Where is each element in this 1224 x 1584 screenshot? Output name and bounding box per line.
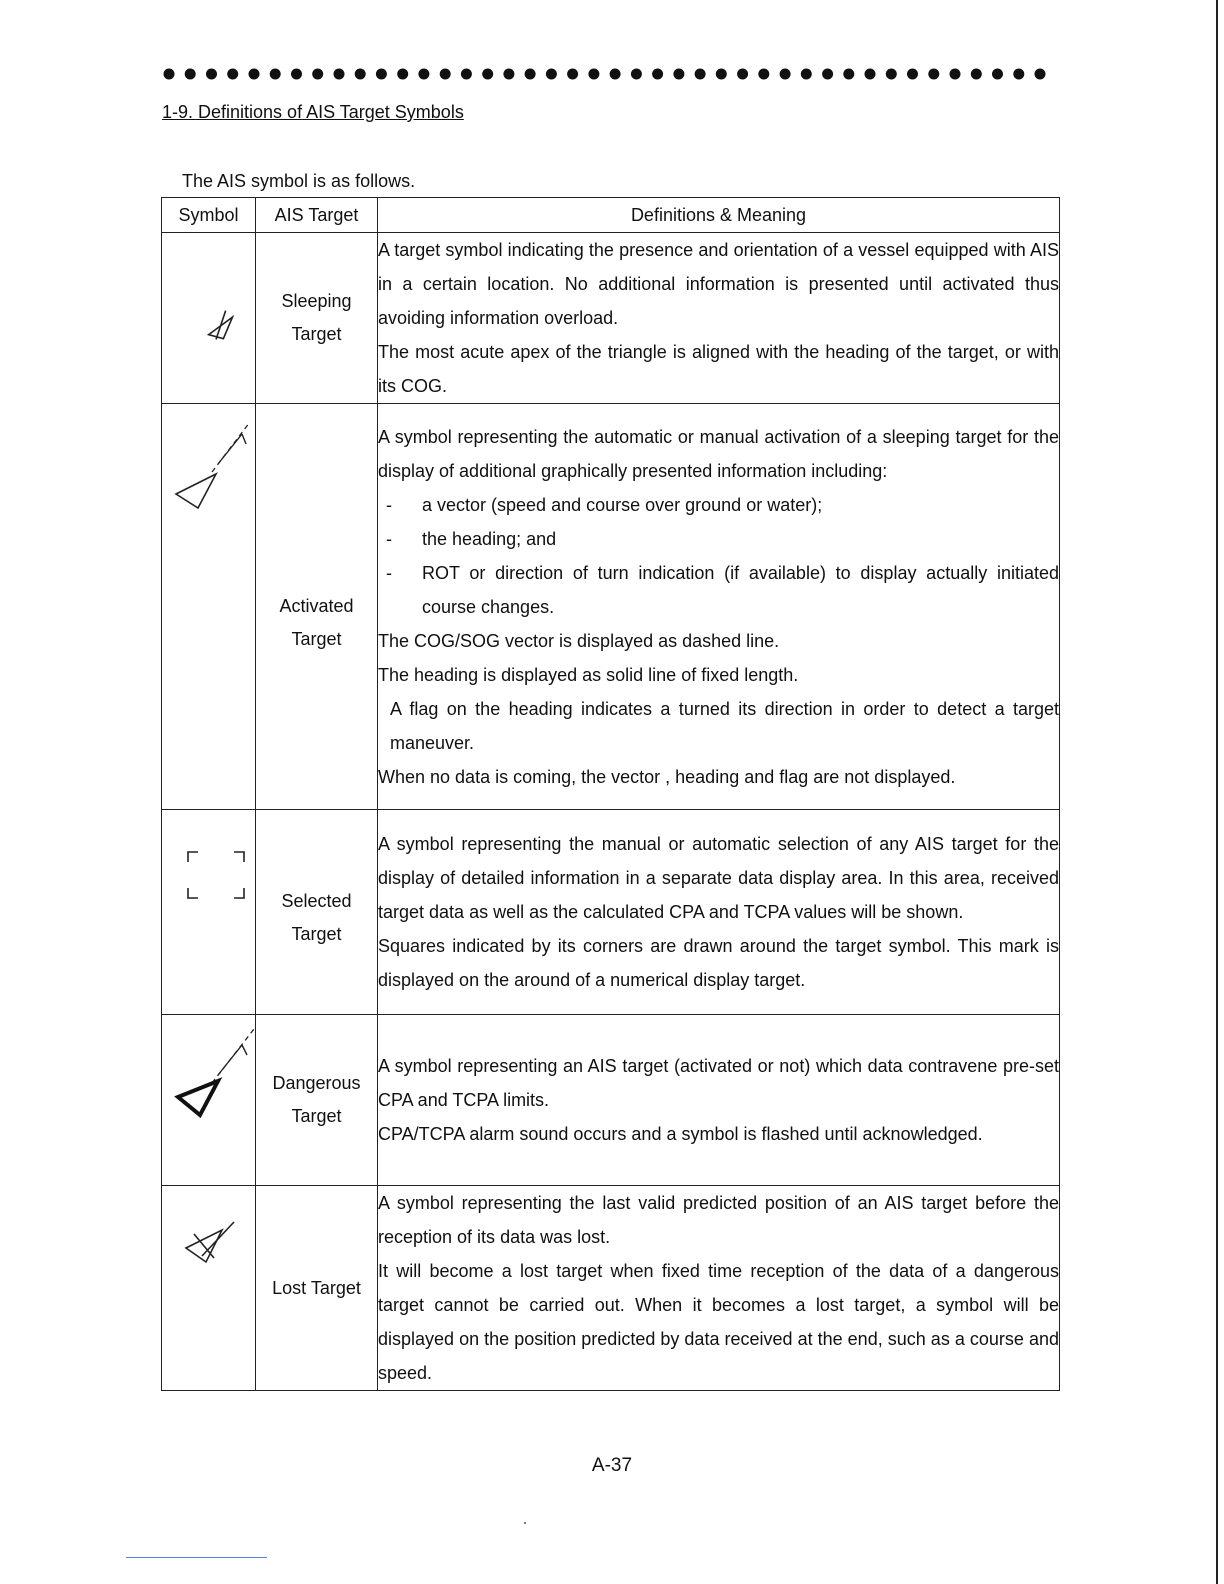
- decorative-dot: [822, 69, 833, 80]
- decorative-dot: [312, 69, 323, 80]
- decorative-dot: [652, 69, 663, 80]
- table-row-lost-target: [162, 1186, 1060, 1391]
- decorative-dot: [227, 69, 238, 80]
- decorative-dot: [334, 69, 345, 80]
- bullet-item: [378, 488, 1059, 522]
- column-header-symbol: Symbol: [162, 198, 256, 233]
- footer-rule: [126, 1557, 267, 1558]
- target-name-line: Lost Target: [272, 1277, 361, 1298]
- bullet-dash: -: [386, 562, 392, 583]
- page-edge: [1216, 0, 1218, 1584]
- definition-paragraph: A symbol representing an AIS target (activated or not) which data contravene pre-set CPA and TCPA limits.: [378, 1056, 1059, 1110]
- target-name-line: Activated: [279, 595, 354, 616]
- table-row-selected-target: [162, 810, 1060, 1015]
- decorative-dot: [950, 69, 961, 80]
- symbol-cell: [162, 404, 256, 810]
- decorative-dot: [355, 69, 366, 80]
- decorative-dot: [418, 69, 429, 80]
- decorative-dot: [482, 69, 493, 80]
- decorative-dot: [610, 69, 621, 80]
- bullet-text: ROT or direction of turn indication (if available) to display actually initiated course changes.: [422, 562, 1059, 617]
- dangerous-target-bold-triangle-icon: [162, 1015, 256, 1125]
- target-name-line: Selected: [281, 891, 352, 911]
- decorative-dot: [843, 69, 854, 80]
- decorative-dot: [865, 69, 876, 80]
- target-name-line: Target: [291, 924, 342, 944]
- decorative-dot: [801, 69, 812, 80]
- ais-target-name: [256, 404, 378, 810]
- decorative-dot: [1035, 69, 1046, 80]
- target-name-line: Target: [291, 324, 342, 344]
- sleeping-target-triangle-icon: [162, 233, 256, 403]
- definition-paragraph: A symbol representing the manual or automatic selection of any AIS target for the display of detailed information in a separate data display area. In this area, received target data as well as the calculated CPA and TCPA values will be shown.: [378, 834, 1059, 922]
- ais-target-name: [256, 1186, 378, 1391]
- target-name-line: Target: [291, 628, 342, 649]
- lost-target-crossed-triangle-icon: [162, 1186, 256, 1286]
- decorative-dot: [971, 69, 982, 80]
- definition-paragraph: A symbol representing the automatic or manual activation of a sleeping target for the display of additional graphically presented information including:: [378, 426, 1059, 481]
- bullet-dash: -: [386, 494, 392, 515]
- decorative-dot: [695, 69, 706, 80]
- definition-paragraph: A flag on the heading indicates a turned its direction in order to detect a target maneuver.: [390, 698, 1059, 753]
- ais-target-name: [256, 1015, 378, 1186]
- decorative-dot: [249, 69, 260, 80]
- decorative-dot: [440, 69, 451, 80]
- decorative-dot: [631, 69, 642, 80]
- definition-cell: [378, 233, 1060, 404]
- ais-target-name: [256, 233, 378, 404]
- definition-paragraph: The COG/SOG vector is displayed as dashed line.: [378, 630, 780, 651]
- definition-cell: [378, 1186, 1060, 1391]
- decorative-dot: [737, 69, 748, 80]
- decorative-dot: [992, 69, 1003, 80]
- bullet-text: a vector (speed and course over ground or water);: [422, 494, 823, 515]
- decorative-dot: [907, 69, 918, 80]
- column-header-definitions: Definitions & Meaning: [378, 198, 1060, 233]
- decorative-dot: [376, 69, 387, 80]
- definition-paragraph: A symbol representing the last valid predicted position of an AIS target before the reception of its data was lost.: [378, 1193, 1059, 1247]
- definition-paragraph: The most acute apex of the triangle is aligned with the heading of the target, or with its COG.: [378, 342, 1059, 396]
- decorative-dot: [461, 69, 472, 80]
- column-header-ais-target: AIS Target: [256, 198, 378, 233]
- definition-cell: [378, 810, 1060, 1015]
- decorative-dot: [185, 69, 196, 80]
- page-number: A-37: [591, 1455, 633, 1476]
- ais-target-name: [256, 810, 378, 1015]
- definition-paragraph: Squares indicated by its corners are drawn around the target symbol. This mark is displayed on the around of a numerical display target.: [378, 936, 1059, 990]
- decorative-dot: [164, 69, 175, 80]
- bullet-item: [378, 556, 1059, 624]
- symbol-cell: [162, 1186, 256, 1391]
- decorative-dot: [525, 69, 536, 80]
- target-name-line: Dangerous: [272, 1073, 361, 1093]
- symbol-cell: [162, 1015, 256, 1186]
- intro-text: The AIS symbol is as follows.: [182, 171, 416, 191]
- table-row-dangerous-target: [162, 1015, 1060, 1186]
- definition-paragraph: A target symbol indicating the presence and orientation of a vessel equipped with AIS in a certain location. No additional information is presented until activated thus avoiding information overload.: [378, 240, 1059, 328]
- selected-target-corners-icon: [162, 810, 256, 900]
- decorative-dot: [588, 69, 599, 80]
- symbol-cell: [162, 233, 256, 404]
- decorative-dot: [270, 69, 281, 80]
- decorative-dot: [291, 69, 302, 80]
- definition-cell: [378, 404, 1060, 810]
- decorative-dot: [206, 69, 217, 80]
- definition-paragraph: It will become a lost target when fixed time reception of the data of a dangerous target cannot be carried out. When it becomes a lost target, a symbol will be displayed on the position predicted by data received at the end, such as a course and speed.: [378, 1261, 1059, 1383]
- bullet-text: the heading; and: [422, 528, 557, 549]
- definition-paragraph: CPA/TCPA alarm sound occurs and a symbol is flashed until acknowledged.: [378, 1124, 983, 1144]
- decorative-dot: [546, 69, 557, 80]
- decorative-dot: [567, 69, 578, 80]
- decorative-dot: [780, 69, 791, 80]
- decorative-dot: [397, 69, 408, 80]
- decorative-dot: [758, 69, 769, 80]
- target-name-line: Target: [291, 1106, 342, 1126]
- target-name-line: Sleeping: [281, 291, 352, 311]
- decorative-dot: [503, 69, 514, 80]
- scan-speck: [524, 1522, 526, 1524]
- table-row-sleeping-target: [162, 233, 1060, 404]
- decorative-dot: [673, 69, 684, 80]
- decorative-dot-row: [158, 63, 1051, 85]
- bullet-dash: -: [386, 528, 392, 549]
- activated-target-triangle-icon: [162, 404, 256, 514]
- table-row-activated-target: [162, 404, 1060, 810]
- definition-paragraph: The heading is displayed as solid line of fixed length.: [378, 664, 799, 685]
- definition-cell: [378, 1015, 1060, 1186]
- bullet-item: [378, 522, 1059, 556]
- decorative-dot: [716, 69, 727, 80]
- definition-paragraph: When no data is coming, the vector , heading and flag are not displayed.: [378, 766, 956, 787]
- table-header-row: [162, 198, 1060, 233]
- decorative-dot: [928, 69, 939, 80]
- decorative-dot: [1013, 69, 1024, 80]
- decorative-dot: [886, 69, 897, 80]
- section-title: 1-9. Definitions of AIS Target Symbols: [162, 102, 464, 122]
- ais-symbol-table: [161, 197, 1060, 1391]
- symbol-cell: [162, 810, 256, 1015]
